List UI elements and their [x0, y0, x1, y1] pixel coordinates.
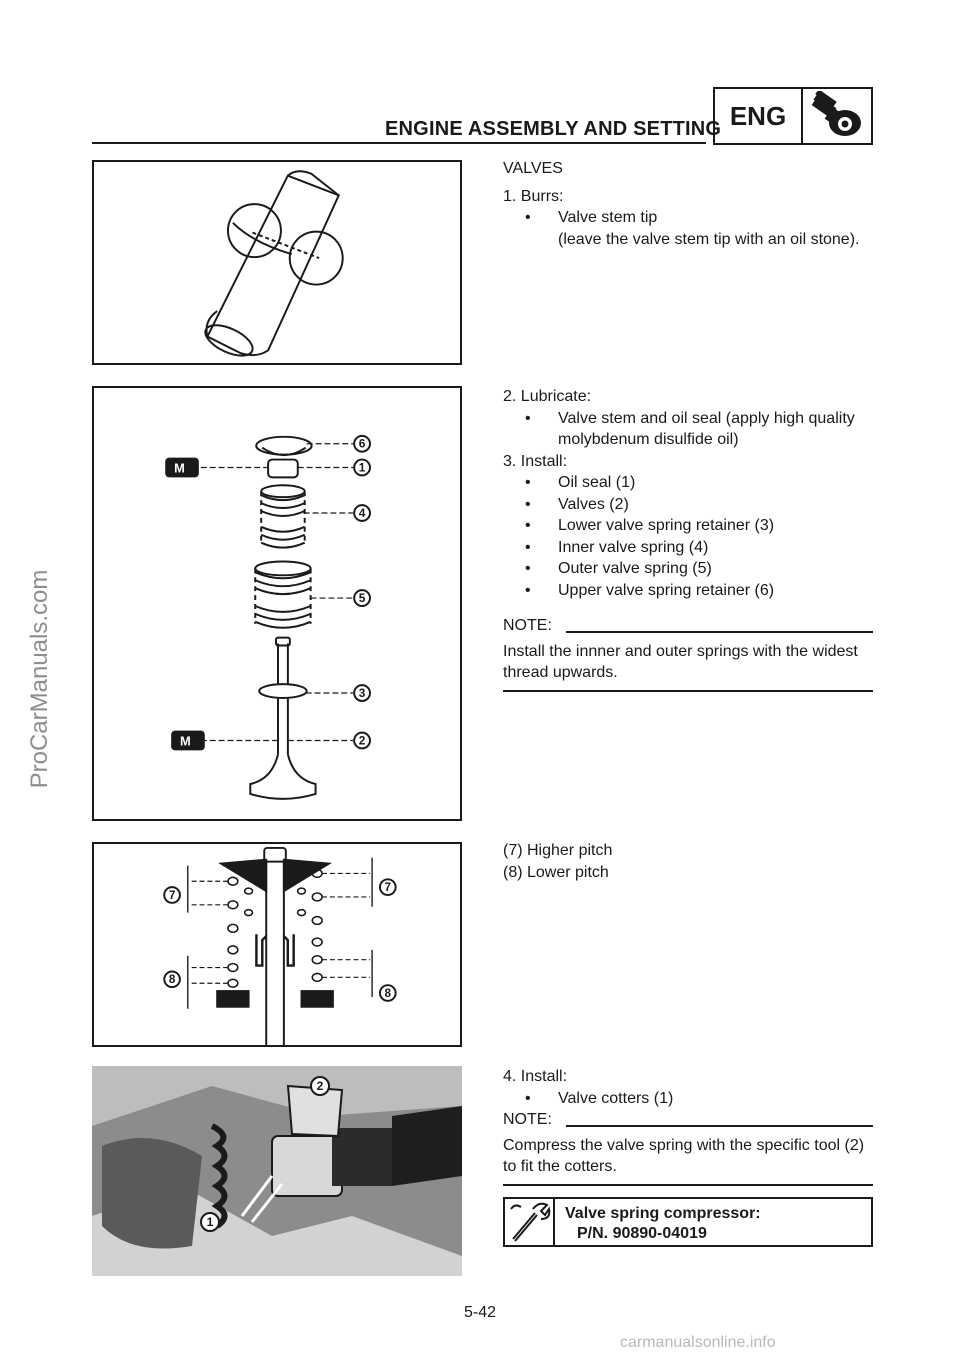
- bullet-item: • Valve stem and oil seal (apply high quality: [525, 409, 855, 427]
- bullet-continuation: molybdenum disulfide oil): [558, 431, 739, 448]
- callout-5: 5: [358, 591, 366, 606]
- legend-item: (8) Lower pitch: [503, 863, 609, 881]
- step-4: 4. Install:: [503, 1068, 568, 1085]
- section-badge: [713, 87, 873, 145]
- bullet-item: • Lower valve spring retainer (3): [525, 517, 775, 534]
- figure-valve-stem-tip: [92, 160, 462, 365]
- bullet-item: • Valve stem tip: [525, 209, 658, 226]
- bullet-item: • Valves (2): [525, 495, 629, 513]
- note-header: [503, 615, 873, 637]
- tool-name: Valve spring compressor:: [565, 1205, 761, 1222]
- svg-text:M: M: [180, 733, 191, 749]
- note-end-rule: [503, 690, 873, 692]
- section-lubricate-install: [503, 386, 873, 692]
- bullet-item: • Upper valve spring retainer (6): [525, 581, 775, 599]
- figure-spring-compressor-photo: [92, 1066, 462, 1276]
- section-badge-label: ENG: [715, 89, 803, 143]
- callout-1-photo: 1: [206, 1215, 214, 1229]
- spring-pitch-illustration: [94, 844, 460, 1045]
- note-end-rule: [503, 1184, 873, 1186]
- tool-icon-cell: [505, 1199, 555, 1245]
- section-heading: VALVES: [503, 160, 563, 177]
- pitch-legend: [503, 840, 873, 883]
- callout-2-photo: 2: [316, 1079, 324, 1093]
- bullet-item: • Outer valve spring (5): [525, 560, 712, 577]
- callout-3: 3: [358, 685, 366, 700]
- callout-2: 2: [358, 733, 366, 748]
- callout-1: 1: [358, 460, 366, 475]
- tool-description: [565, 1204, 761, 1244]
- watermark: ProCarManuals.com: [26, 569, 53, 789]
- bullet-item: • Oil seal (1): [525, 474, 636, 491]
- page-header-title: ENGINE ASSEMBLY AND SETTING: [385, 118, 722, 140]
- engine-icon: [805, 91, 869, 141]
- wrench-tool-icon: [505, 1199, 553, 1245]
- lubricant-icon: [165, 458, 205, 751]
- site-watermark: carmanualsonline.info: [620, 1334, 776, 1351]
- callout-8-right: 8: [384, 986, 392, 1000]
- svg-text:M: M: [174, 460, 185, 476]
- special-tool-box: [503, 1197, 873, 1247]
- callout-7-left: 7: [168, 888, 176, 902]
- section-valves: [503, 158, 873, 250]
- figure-spring-pitch: [92, 842, 462, 1047]
- page-number: 5-42: [463, 1304, 497, 1321]
- note-label: NOTE:: [503, 1111, 552, 1128]
- callout-6: 6: [358, 436, 366, 451]
- legend-item: (7) Higher pitch: [503, 842, 613, 859]
- callout-4: 4: [358, 505, 366, 520]
- note-label: NOTE:: [503, 617, 552, 634]
- callout-7-right: 7: [384, 881, 392, 895]
- callout-8-left: 8: [168, 973, 176, 987]
- section-install-cotters: [503, 1066, 873, 1186]
- step-2: 2. Lubricate:: [503, 388, 592, 405]
- tool-part-number: P/N. 90890-04019: [577, 1225, 707, 1242]
- valve-stem-tip-illustration: [94, 162, 460, 363]
- valve-assembly-illustration: [94, 388, 460, 819]
- bullet-item: • Inner valve spring (4): [525, 538, 709, 556]
- step-1: 1. Burrs:: [503, 187, 564, 205]
- note-text: Install the innner and outer springs with the widest thread upwards.: [503, 642, 858, 681]
- figure-valve-assembly: [92, 386, 462, 821]
- note-header: [503, 1109, 873, 1131]
- step-3: 3. Install:: [503, 452, 568, 470]
- bullet-item: • Valve cotters (1): [525, 1089, 674, 1107]
- bullet-note: (leave the valve stem tip with an oil stone).: [558, 230, 860, 248]
- note-text: Compress the valve spring with the specific tool (2) to fit the cotters.: [503, 1136, 865, 1175]
- header-rule: [92, 142, 706, 144]
- spring-compressor-photo-illustration: [92, 1066, 462, 1276]
